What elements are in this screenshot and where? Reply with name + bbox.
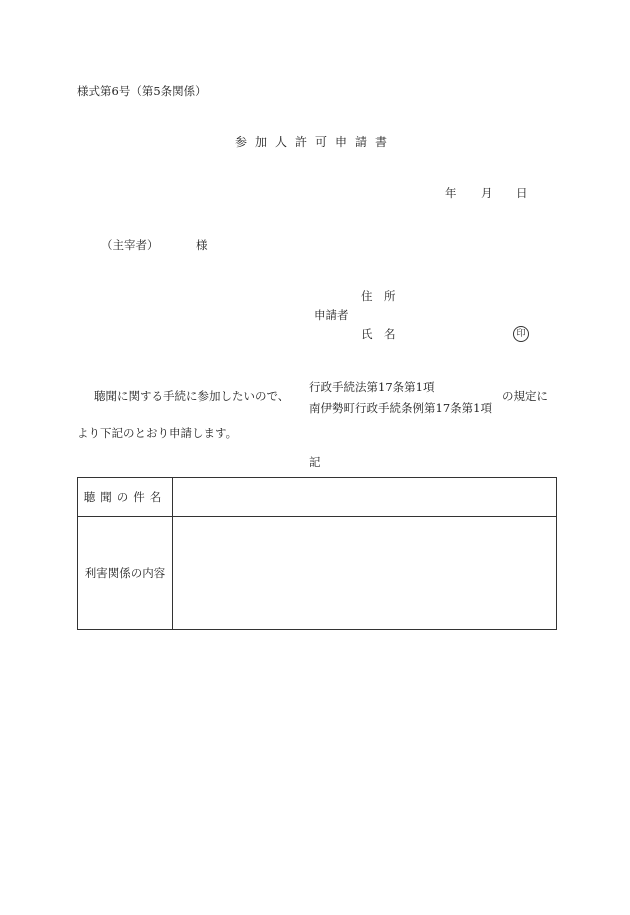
law-option-1: 行政手続法第17条第1項: [309, 380, 435, 394]
table-row-value[interactable]: [173, 478, 557, 517]
seal-mark-icon: 印: [513, 326, 529, 342]
date-year-label: 年: [445, 186, 457, 200]
table-row-value[interactable]: [173, 517, 557, 630]
table-row-label: 利害関係の内容: [78, 517, 173, 630]
table-row: [78, 478, 557, 517]
addressee-honorific: 様: [196, 238, 208, 252]
date-month-label: 月: [481, 186, 493, 200]
form-number: 様式第6号（第5条関係）: [77, 84, 207, 98]
body-line1-prefix: 聴聞に関する手続に参加したいので、: [94, 389, 290, 403]
addressee-label: （主宰者）: [101, 238, 159, 252]
applicant-name-label: 氏 名: [361, 327, 396, 341]
date-day-label: 日: [516, 186, 528, 200]
applicant-label: 申請者: [314, 308, 349, 322]
document-title: 参加人許可申請書: [234, 135, 395, 149]
body-line2: より下記のとおり申請します。: [77, 426, 238, 440]
law-option-2: 南伊勢町行政手続条例第17条第1項: [309, 401, 492, 415]
ki-heading: 記: [309, 455, 321, 469]
table-row: [78, 517, 557, 630]
table-row-label: 聴聞の件名: [78, 478, 173, 517]
applicant-address-label: 住 所: [361, 289, 396, 303]
application-table: [77, 477, 557, 630]
body-line1-suffix: の規定に: [502, 389, 548, 403]
